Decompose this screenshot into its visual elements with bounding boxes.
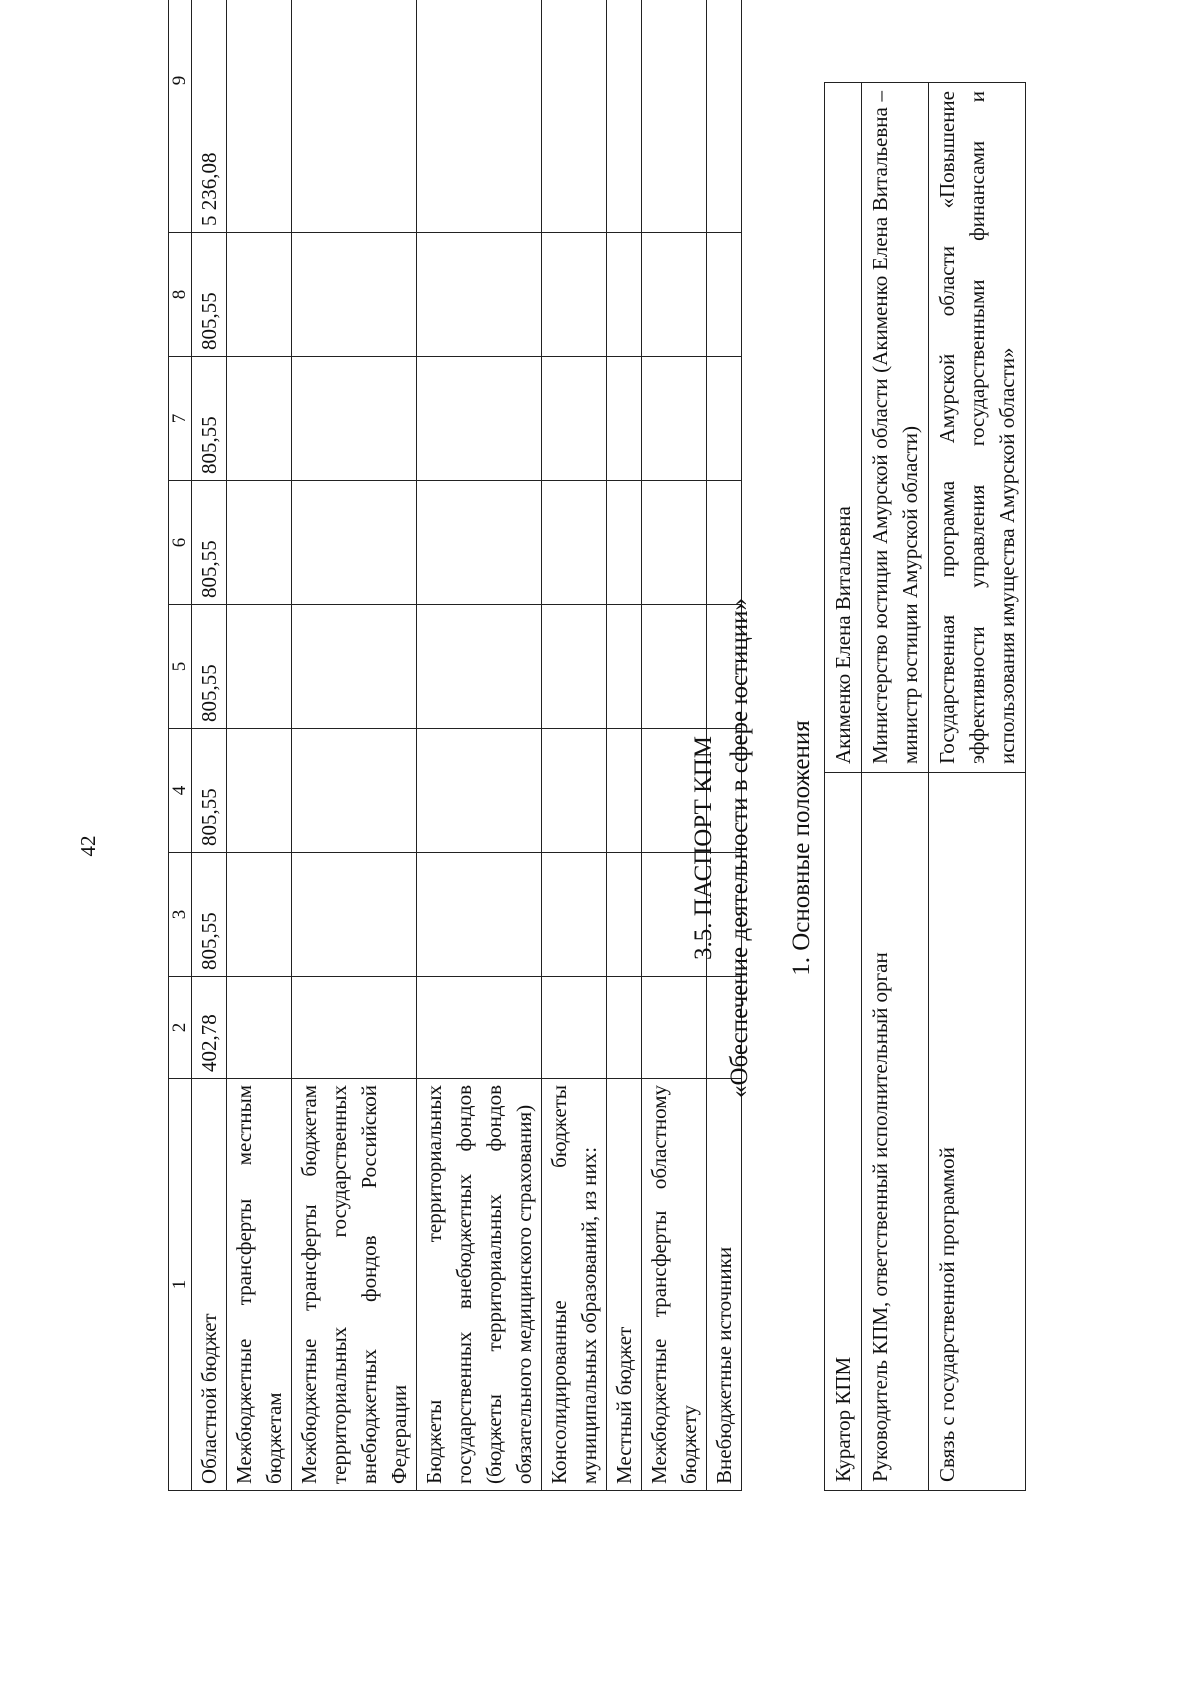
value-cell: 805,55 bbox=[192, 357, 227, 481]
passport-title: 3.5. ПАСПОРТ КПМ bbox=[690, 735, 717, 961]
value-cell bbox=[542, 729, 607, 853]
value-cell bbox=[292, 729, 417, 853]
value-cell bbox=[542, 233, 607, 357]
row-name: Межбюджетные трансферты бюджетам территориальных государственных внебюджетных фондов Российской Федерации bbox=[292, 1079, 417, 1491]
value-cell bbox=[227, 605, 292, 729]
row-value: Акименко Елена Витальевна bbox=[825, 83, 862, 773]
value-cell bbox=[417, 233, 542, 357]
basic-provisions-table bbox=[824, 82, 1026, 1491]
value-cell: 5 236,08 bbox=[192, 0, 227, 233]
value-cell bbox=[227, 853, 292, 977]
value-cell bbox=[607, 481, 642, 605]
value-cell bbox=[292, 357, 417, 481]
page-number: 42 bbox=[76, 835, 100, 857]
header-cell: 4 bbox=[169, 729, 192, 853]
row-name: Консолидированные бюджеты муниципальных образований, из них: bbox=[542, 1079, 607, 1491]
row-name: Межбюджетные трансферты областному бюджету bbox=[642, 1079, 707, 1491]
value-cell bbox=[607, 357, 642, 481]
header-cell: 2 bbox=[169, 977, 192, 1079]
row-label: Связь с государственной программой bbox=[929, 773, 1026, 1491]
header-cell: 5 bbox=[169, 605, 192, 729]
value-cell: 805,55 bbox=[192, 605, 227, 729]
value-cell bbox=[542, 357, 607, 481]
value-cell bbox=[292, 853, 417, 977]
table-row bbox=[292, 0, 417, 1491]
value-cell bbox=[542, 0, 607, 233]
value-cell: 402,78 bbox=[192, 977, 227, 1079]
value-cell bbox=[542, 853, 607, 977]
header-cell: 6 bbox=[169, 481, 192, 605]
table-row bbox=[607, 0, 642, 1491]
table-row bbox=[542, 0, 607, 1491]
value-cell: 805,55 bbox=[192, 853, 227, 977]
value-cell bbox=[227, 977, 292, 1079]
value-cell bbox=[542, 605, 607, 729]
value-cell bbox=[607, 605, 642, 729]
table-row bbox=[929, 83, 1026, 1491]
header-cell: 9 bbox=[169, 0, 192, 233]
value-cell bbox=[227, 233, 292, 357]
header-cell: 7 bbox=[169, 357, 192, 481]
value-cell bbox=[607, 853, 642, 977]
value-cell bbox=[542, 481, 607, 605]
value-cell bbox=[417, 729, 542, 853]
value-cell: 805,55 bbox=[192, 481, 227, 605]
row-name: Внебюджетные источники bbox=[707, 1079, 742, 1491]
value-cell bbox=[607, 977, 642, 1079]
value-cell bbox=[417, 605, 542, 729]
row-label: Куратор КПМ bbox=[825, 773, 862, 1491]
header-cell: 1 bbox=[169, 1079, 192, 1491]
value-cell bbox=[417, 0, 542, 233]
row-name: Областной бюджет bbox=[192, 1079, 227, 1491]
value-cell bbox=[607, 0, 642, 233]
value-cell bbox=[292, 233, 417, 357]
value-cell: 805,55 bbox=[192, 729, 227, 853]
value-cell bbox=[227, 0, 292, 233]
row-label: Руководитель КПМ, ответственный исполнительный орган bbox=[862, 773, 929, 1491]
value-cell bbox=[292, 481, 417, 605]
value-cell bbox=[542, 977, 607, 1079]
value-cell bbox=[417, 357, 542, 481]
row-name: Межбюджетные трансферты местным бюджетам bbox=[227, 1079, 292, 1491]
value-cell bbox=[417, 481, 542, 605]
table-row bbox=[227, 0, 292, 1491]
value-cell: 805,55 bbox=[192, 233, 227, 357]
value-cell bbox=[292, 0, 417, 233]
finance-table-header bbox=[169, 0, 192, 1491]
header-cell: 8 bbox=[169, 233, 192, 357]
section-title: 1. Основные положения bbox=[788, 720, 815, 976]
value-cell bbox=[292, 977, 417, 1079]
table-row bbox=[862, 83, 929, 1491]
value-cell bbox=[607, 729, 642, 853]
passport-subtitle: «Обеспечение деятельности в сфере юстиции» bbox=[726, 597, 753, 1099]
value-cell bbox=[227, 357, 292, 481]
finance-table bbox=[168, 0, 742, 1491]
row-value: Министерство юстиции Амурской области (Акименко Елена Витальевна – министр юстиции Амурской области) bbox=[862, 83, 929, 773]
value-cell bbox=[607, 233, 642, 357]
value-cell bbox=[417, 853, 542, 977]
table-row bbox=[192, 0, 227, 1491]
value-cell bbox=[417, 977, 542, 1079]
row-value: Государственная программа Амурской области «Повышение эффективности управления государственными финансами и использования имущества Амурской области» bbox=[929, 83, 1026, 773]
value-cell bbox=[292, 605, 417, 729]
value-cell bbox=[227, 729, 292, 853]
header-cell: 3 bbox=[169, 853, 192, 977]
row-name: Бюджеты территориальных государственных внебюджетных фондов (бюджеты территориальных фондов обязательного медицинского страхования) bbox=[417, 1079, 542, 1491]
value-cell bbox=[227, 481, 292, 605]
table-row bbox=[417, 0, 542, 1491]
row-name: Местный бюджет bbox=[607, 1079, 642, 1491]
table-row bbox=[825, 83, 862, 1491]
